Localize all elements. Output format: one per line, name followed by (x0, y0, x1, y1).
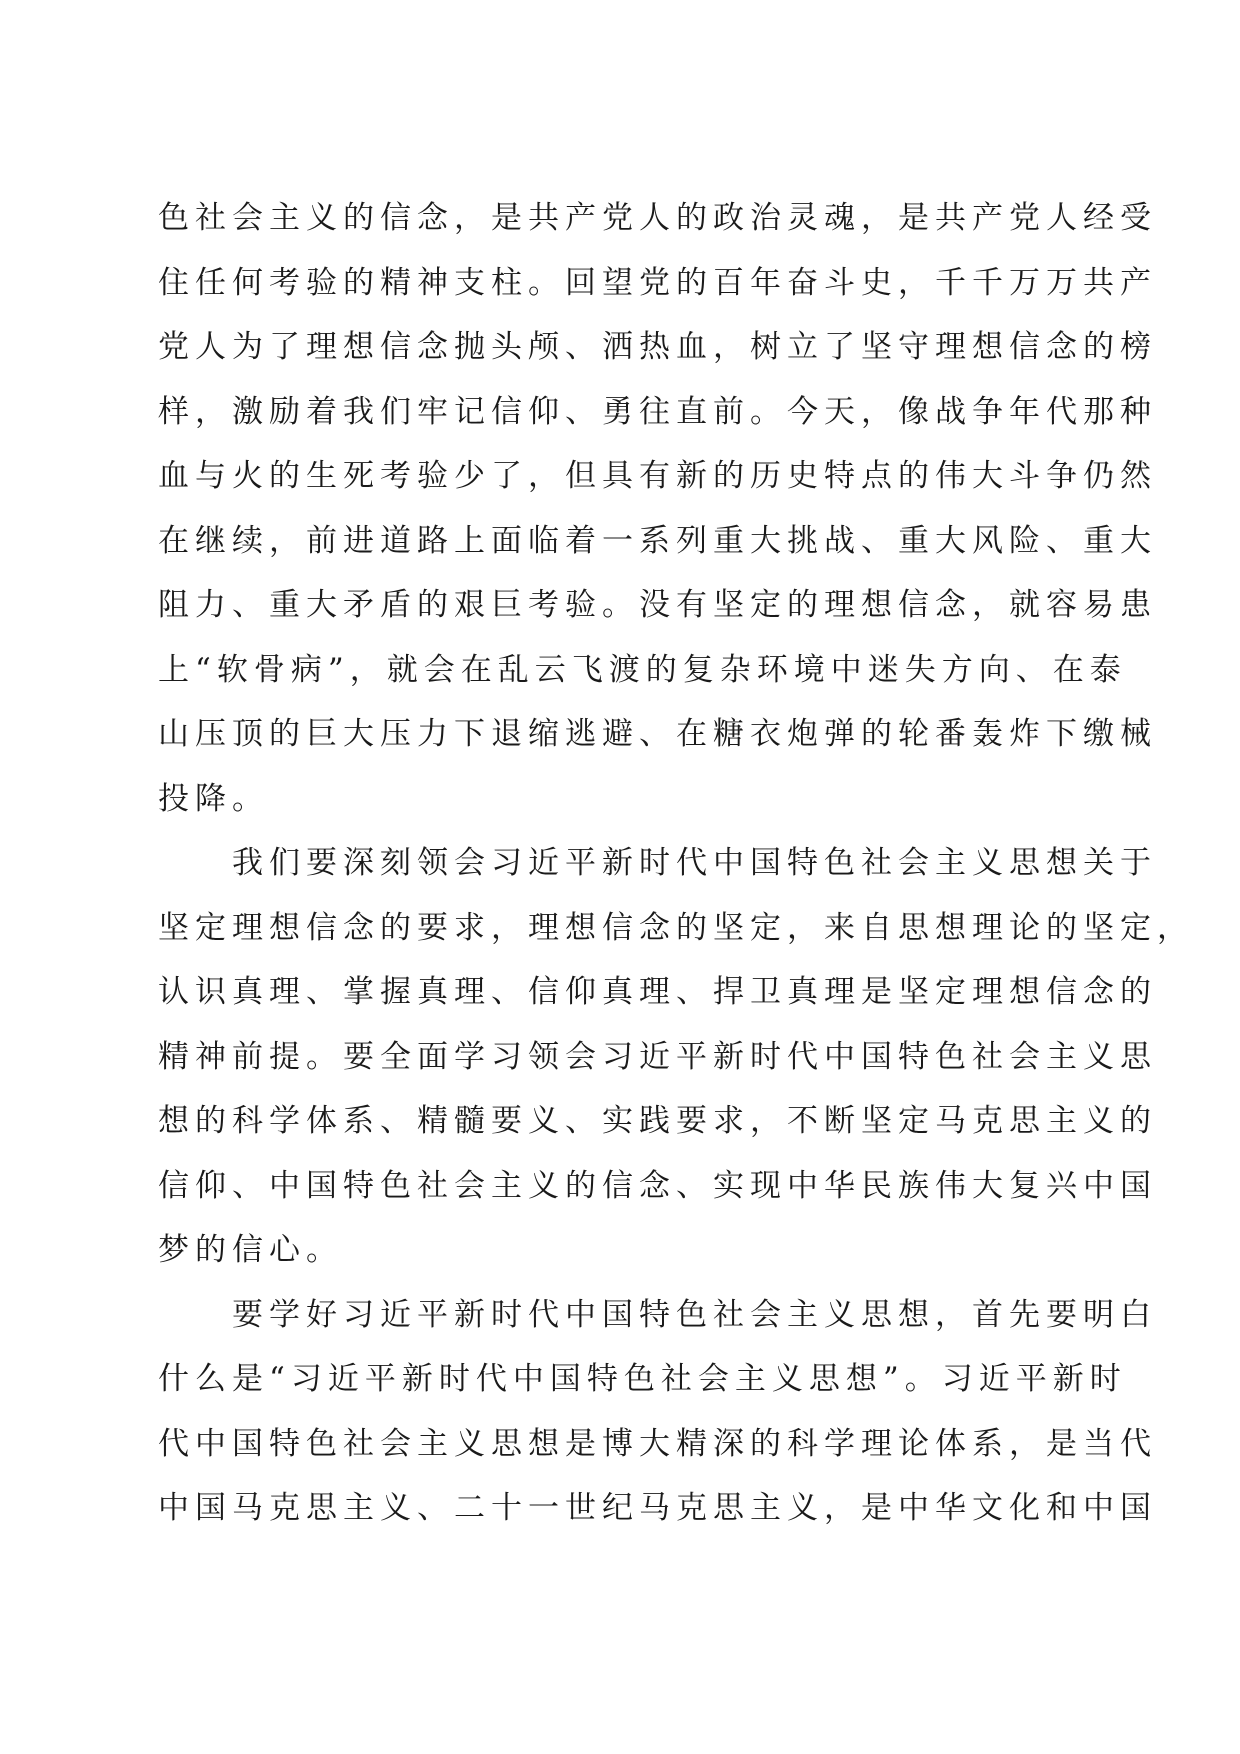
text-line: 坚定理想信念的要求，理想信念的坚定，来自思想理论的坚定， (158, 909, 1194, 946)
text-line: 阻力、重大矛盾的艰巨考验。没有坚定的理想信念，就容易患 (158, 587, 1157, 623)
text-line: 上“软骨病”，就会在乱云飞渡的复杂环境中迷失方向、在泰 (158, 651, 1127, 688)
text-line: 色社会主义的信念，是共产党人的政治灵魂，是共产党人经受 (158, 200, 1157, 236)
text-line: 精神前提。要全面学习领会习近平新时代中国特色社会主义思 (158, 1038, 1157, 1075)
text-line: 中国马克思主义、二十一世纪马克思主义，是中华文化和中国 (158, 1490, 1157, 1526)
text-line: 想的科学体系、精髓要义、实践要求，不断坚定马克思主义的 (158, 1103, 1157, 1139)
text-line: 样，激励着我们牢记信仰、勇往直前。今天，像战争年代那种 (158, 393, 1157, 430)
text-line: 什么是“习近平新时代中国特色社会主义思想”。习近平新时 (158, 1361, 1127, 1397)
text-line: 住任何考验的精神支柱。回望党的百年奋斗史，千千万万共产 (158, 264, 1157, 301)
text-line: 党人为了理想信念抛头颅、洒热血，树立了坚守理想信念的榜 (158, 329, 1157, 365)
text-line: 山压顶的巨大压力下退缩逃避、在糖衣炮弹的轮番轰炸下缴械 (158, 716, 1157, 752)
paragraph-start-line: 我们要深刻领会习近平新时代中国特色社会主义思想关于 (232, 845, 1157, 881)
body-text (158, 186, 1194, 1541)
text-line: 血与火的生死考验少了，但具有新的历史特点的伟大斗争仍然 (158, 458, 1157, 494)
text-line: 代中国特色社会主义思想是博大精深的科学理论体系，是当代 (158, 1425, 1157, 1462)
text-line: 信仰、中国特色社会主义的信念、实现中华民族伟大复兴中国 (158, 1167, 1157, 1204)
paragraph-start-line: 要学好习近平新时代中国特色社会主义思想，首先要明白 (232, 1296, 1157, 1333)
text-line: 投降。 (158, 780, 269, 817)
text-line: 梦的信心。 (158, 1232, 343, 1268)
text-line: 在继续，前进道路上面临着一系列重大挑战、重大风险、重大 (158, 522, 1157, 559)
text-line: 认识真理、掌握真理、信仰真理、捍卫真理是坚定理想信念的 (158, 974, 1157, 1010)
